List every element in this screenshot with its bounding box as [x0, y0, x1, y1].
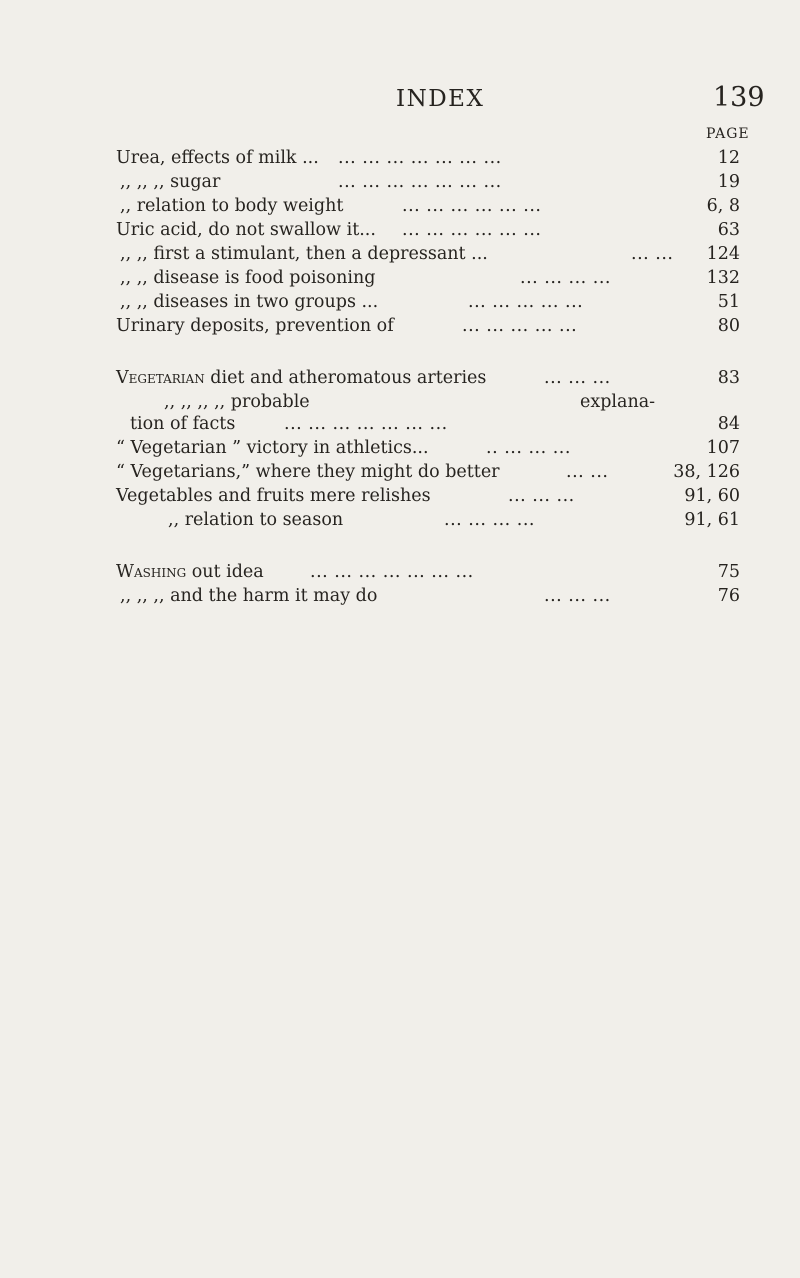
entry-page: 12 [717, 148, 740, 168]
entry-page: 124 [706, 244, 740, 264]
entry-heading-rest: diet and atheromatous arteries [204, 368, 487, 388]
entry-heading: Washing [116, 562, 187, 582]
index-entry [116, 242, 740, 266]
entry-page: 107 [706, 438, 740, 458]
index-entry [116, 560, 740, 584]
entry-text: ,, ,, disease is food poisoning [120, 268, 376, 288]
entry-text: Uric acid, do not swallow it... [116, 220, 376, 240]
index-entry [116, 412, 740, 436]
index-entry [116, 484, 740, 508]
index-entry [116, 170, 740, 194]
index-entry [116, 194, 740, 218]
index-entry [116, 218, 740, 242]
entry-text: ,, ,, ,, ,, probable [164, 392, 310, 412]
entry-text: ,, relation to body weight [120, 196, 344, 216]
leader-dots: ... ... [631, 244, 674, 264]
entry-text: ,, ,, first a stimulant, then a depressant ... [120, 244, 488, 264]
leader-dots: ... ... ... ... ... ... [402, 220, 542, 240]
leader-dots: ... ... ... [544, 586, 611, 606]
index-entry [116, 584, 740, 608]
entry-page: 76 [717, 586, 740, 606]
entry-page: 6, 8 [706, 196, 740, 216]
leader-dots: ... ... [566, 462, 609, 482]
entry-page: 91, 61 [684, 510, 740, 530]
leader-dots: ... ... ... ... ... [468, 292, 584, 312]
entry-page: 51 [717, 292, 740, 312]
leader-dots: ... ... ... ... [444, 510, 535, 530]
page-number: 139 [713, 82, 765, 113]
leader-dots: .. ... ... ... [486, 438, 571, 458]
entry-text: “ Vegetarian ” victory in athletics... [116, 438, 429, 458]
leader-dots: ... ... ... ... ... ... ... [310, 562, 474, 582]
leader-dots: ... ... ... [508, 486, 575, 506]
entry-heading-rest: out idea [186, 562, 264, 582]
entry-page: 84 [717, 414, 740, 434]
leader-dots: ... ... ... ... ... [462, 316, 578, 336]
entry-text [116, 366, 486, 390]
entry-text: Urinary deposits, prevention of [116, 316, 394, 336]
entry-text: tion of facts [130, 414, 236, 434]
entry-text: ,, ,, ,, and the harm it may do [120, 586, 378, 606]
entry-page: 132 [706, 268, 740, 288]
entry-page: 91, 60 [684, 486, 740, 506]
leader-dots: ... ... ... ... ... ... ... [284, 414, 448, 434]
index-entry [116, 146, 740, 170]
entry-page: 75 [717, 562, 740, 582]
entry-text: Vegetables and fruits mere relishes [116, 486, 431, 506]
index-entry [116, 390, 740, 414]
entry-page: 80 [717, 316, 740, 336]
leader-dots: ... ... ... ... ... ... [402, 196, 542, 216]
leader-dots: ... ... ... ... ... ... ... [338, 148, 502, 168]
leader-dots: ... ... ... ... [520, 268, 611, 288]
page-column-label: PAGE [706, 126, 750, 142]
entry-text: ,, ,, diseases in two groups ... [120, 292, 379, 312]
index-entry [116, 290, 740, 314]
entry-text: ,, ,, ,, sugar [120, 172, 221, 192]
entry-page: 38, 126 [673, 462, 740, 482]
entry-text: ,, relation to season [168, 510, 344, 530]
leader-dots: ... ... ... [544, 368, 611, 388]
entry-page: 83 [717, 368, 740, 388]
index-entry [116, 436, 740, 460]
entry-page: 63 [717, 220, 740, 240]
index-entry [116, 314, 740, 338]
entry-text [116, 560, 264, 584]
index-entry [116, 366, 740, 390]
index-entry [116, 460, 740, 484]
entry-page: 19 [717, 172, 740, 192]
leader-dots: ... ... ... ... ... ... ... [338, 172, 502, 192]
entry-text: Urea, effects of milk ... [116, 148, 319, 168]
running-head-title: INDEX [396, 86, 485, 112]
index-entry [116, 266, 740, 290]
index-entry [116, 508, 740, 532]
entry-text-continued: explana- [580, 392, 656, 412]
entry-text: “ Vegetarians,” where they might do better [116, 462, 500, 482]
entry-heading: Vegetarian [116, 368, 205, 388]
